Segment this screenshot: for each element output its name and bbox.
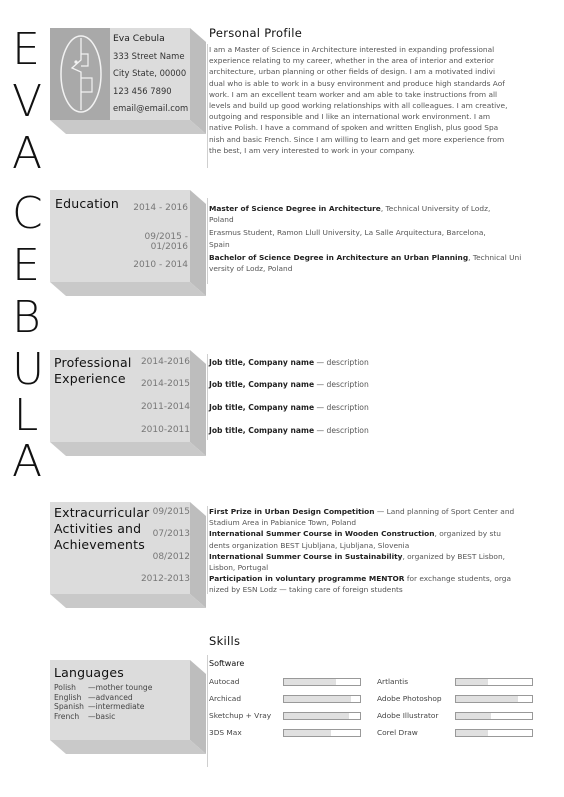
name-letter: E bbox=[12, 240, 40, 291]
profile-line: work. I am an excellent team worker and am able to take instructions from all bbox=[209, 89, 498, 99]
education-entry-cont: Spain bbox=[209, 239, 230, 249]
skill-bar-fill bbox=[456, 679, 488, 685]
experience-year: 2011-2014 bbox=[140, 402, 190, 412]
skills-heading: Skills bbox=[209, 634, 241, 648]
extracurricular-text bbox=[209, 506, 514, 596]
profile-line: architecture, urban planning or other fields of design. I am a motivated indivi bbox=[209, 67, 496, 77]
education-entry: Master of Science Degree in Architecture, Technical University of Lodz, bbox=[209, 204, 491, 213]
skill-bar-fill bbox=[284, 730, 331, 736]
experience-job: Job title, Company name — description bbox=[209, 380, 369, 389]
language-item: Spanish —intermediate bbox=[54, 702, 145, 712]
profile-line: experience relating to my career, whether in the area of interior and exterior bbox=[209, 56, 494, 66]
education-entry-cont: versity of Lodz, Poland bbox=[209, 264, 293, 274]
extracurricular-title-line: Achievements bbox=[54, 537, 145, 552]
name-letter: A bbox=[12, 436, 43, 487]
skill-bar bbox=[283, 695, 361, 703]
extracurricular-line: Stadium Area in Pabianice Town, Poland bbox=[209, 518, 357, 528]
experience-job: Job title, Company name — description bbox=[209, 358, 369, 367]
software-name: Sketchup + Vray bbox=[209, 711, 272, 720]
profile-line: I am a Master of Science in Architecture interested in expanding professional bbox=[209, 45, 495, 54]
software-subheading: Software bbox=[209, 659, 245, 668]
profile-line: nish and basic French. Since I am willing to learn and get more experience from bbox=[209, 134, 505, 144]
profile-text bbox=[209, 44, 507, 156]
contact-info bbox=[113, 30, 188, 118]
profile-heading: Personal Profile bbox=[209, 26, 303, 40]
education-entry: Bachelor of Science Degree in Architecture an Urban Planning, Technical Uni bbox=[209, 252, 522, 262]
software-name: 3DS Max bbox=[209, 728, 242, 737]
education-year: 2014 - 2016 bbox=[133, 203, 188, 213]
extracurricular-divider bbox=[207, 506, 208, 594]
experience-year: 2014-2015 bbox=[140, 379, 190, 389]
contact-phone: 123 456 7890 bbox=[113, 85, 172, 96]
languages-title: Languages bbox=[54, 665, 125, 680]
skill-bar bbox=[283, 712, 361, 720]
experience-year: 2014-2016 bbox=[140, 357, 190, 367]
skill-bar bbox=[455, 729, 533, 737]
name-letter: U bbox=[12, 344, 45, 395]
extracurricular-line: International Summer Course in Sustainability, organized by BEST Lisbon, bbox=[209, 551, 505, 561]
language-item: Polish —mother tounge bbox=[54, 683, 153, 692]
language-item: French —basic bbox=[54, 711, 116, 721]
skill-bar bbox=[283, 729, 361, 737]
name-letter: L bbox=[13, 390, 39, 441]
contact-street: 333 Street Name bbox=[113, 50, 185, 61]
name-letter: A bbox=[12, 128, 43, 179]
profile-line: levels and build up good working relationships with all colleagues. I am creative, bbox=[209, 101, 508, 111]
skill-bar bbox=[455, 678, 533, 686]
skill-bar-fill bbox=[284, 679, 336, 685]
skill-bar-fill bbox=[456, 730, 488, 736]
profile-line: native Polish. I have a command of spoken and written English, plus good Spa bbox=[209, 123, 499, 133]
education-entry: Erasmus Student, Ramon Llull University, La Salle Arquitectura, Barcelona, bbox=[209, 228, 486, 238]
software-name: Archicad bbox=[209, 694, 242, 703]
experience-title-line: Experience bbox=[54, 370, 126, 386]
education-entry-cont: Poland bbox=[209, 215, 234, 225]
education-text bbox=[209, 203, 521, 274]
skill-bar-fill bbox=[456, 696, 518, 702]
name-letter: C bbox=[12, 188, 43, 239]
skill-bar bbox=[455, 695, 533, 703]
extracurricular-line: nized by ESN Lodz — taking care of foreign students bbox=[209, 585, 403, 595]
skills-divider bbox=[207, 655, 208, 767]
skill-bar bbox=[283, 678, 361, 686]
name-letter: V bbox=[12, 76, 43, 127]
extracurricular-year: 2012-2013 bbox=[140, 574, 190, 584]
skill-bar-fill bbox=[284, 713, 349, 719]
name-letter: B bbox=[12, 292, 41, 343]
extracurricular-title-line: Activities and bbox=[54, 521, 142, 536]
experience-year: 2010-2011 bbox=[140, 425, 190, 435]
languages-list bbox=[54, 683, 152, 721]
software-name: Adobe Illustrator bbox=[377, 711, 439, 720]
experience-job: Job title, Company name — description bbox=[209, 426, 369, 435]
language-item: English —advanced bbox=[54, 692, 133, 702]
extracurricular-line: Lisbon, Portugal bbox=[209, 563, 269, 573]
profile-line: outgoing and responsible and I like an international work environment. I am bbox=[209, 112, 491, 122]
education-divider bbox=[207, 198, 208, 284]
education-year: 2010 - 2014 bbox=[133, 260, 188, 270]
extracurricular-line: International Summer Course in Wooden Construction, organized by stu bbox=[209, 529, 501, 539]
profile-divider bbox=[207, 44, 208, 168]
extracurricular-title-line: Extracurricular bbox=[54, 505, 150, 520]
profile-line: dual who is able to work in a busy environment and produce high standards Aof bbox=[209, 78, 505, 88]
education-title: Education bbox=[55, 196, 120, 211]
name-letter: E bbox=[12, 24, 40, 75]
skill-bar-fill bbox=[284, 696, 351, 702]
contact-name: Eva Cebula bbox=[113, 33, 165, 44]
skill-bar bbox=[455, 712, 533, 720]
extracurricular-year: 07/2013 bbox=[152, 529, 190, 539]
software-name: Autocad bbox=[209, 677, 240, 686]
software-name: Corel Draw bbox=[377, 728, 418, 737]
extracurricular-line: Participation in voluntary programme MENTOR for exchange students, orga bbox=[209, 574, 512, 584]
experience-divider bbox=[207, 354, 208, 440]
profile-line: the best, I am very interested to work in your company. bbox=[209, 145, 415, 155]
extracurricular-year: 09/2015 bbox=[152, 507, 190, 517]
software-name: Artlantis bbox=[377, 677, 409, 686]
profile-logo-icon bbox=[56, 32, 106, 116]
extracurricular-year: 08/2012 bbox=[152, 552, 190, 562]
skill-bar-fill bbox=[456, 713, 491, 719]
experience-job: Job title, Company name — description bbox=[209, 403, 369, 412]
extracurricular-line: First Prize in Urban Design Competition — Land planning of Sport Center and bbox=[209, 507, 515, 516]
contact-city: City State, 00000 bbox=[113, 68, 187, 78]
experience-title-line: Professional bbox=[54, 355, 132, 370]
software-name: Adobe Photoshop bbox=[377, 694, 442, 703]
extracurricular-line: dents organization BEST Ljubljana, Ljubljana, Slovenia bbox=[209, 540, 410, 550]
contact-email[interactable]: email@email.com bbox=[113, 103, 189, 113]
education-year: 09/2015 - 01/2016 bbox=[144, 232, 188, 252]
